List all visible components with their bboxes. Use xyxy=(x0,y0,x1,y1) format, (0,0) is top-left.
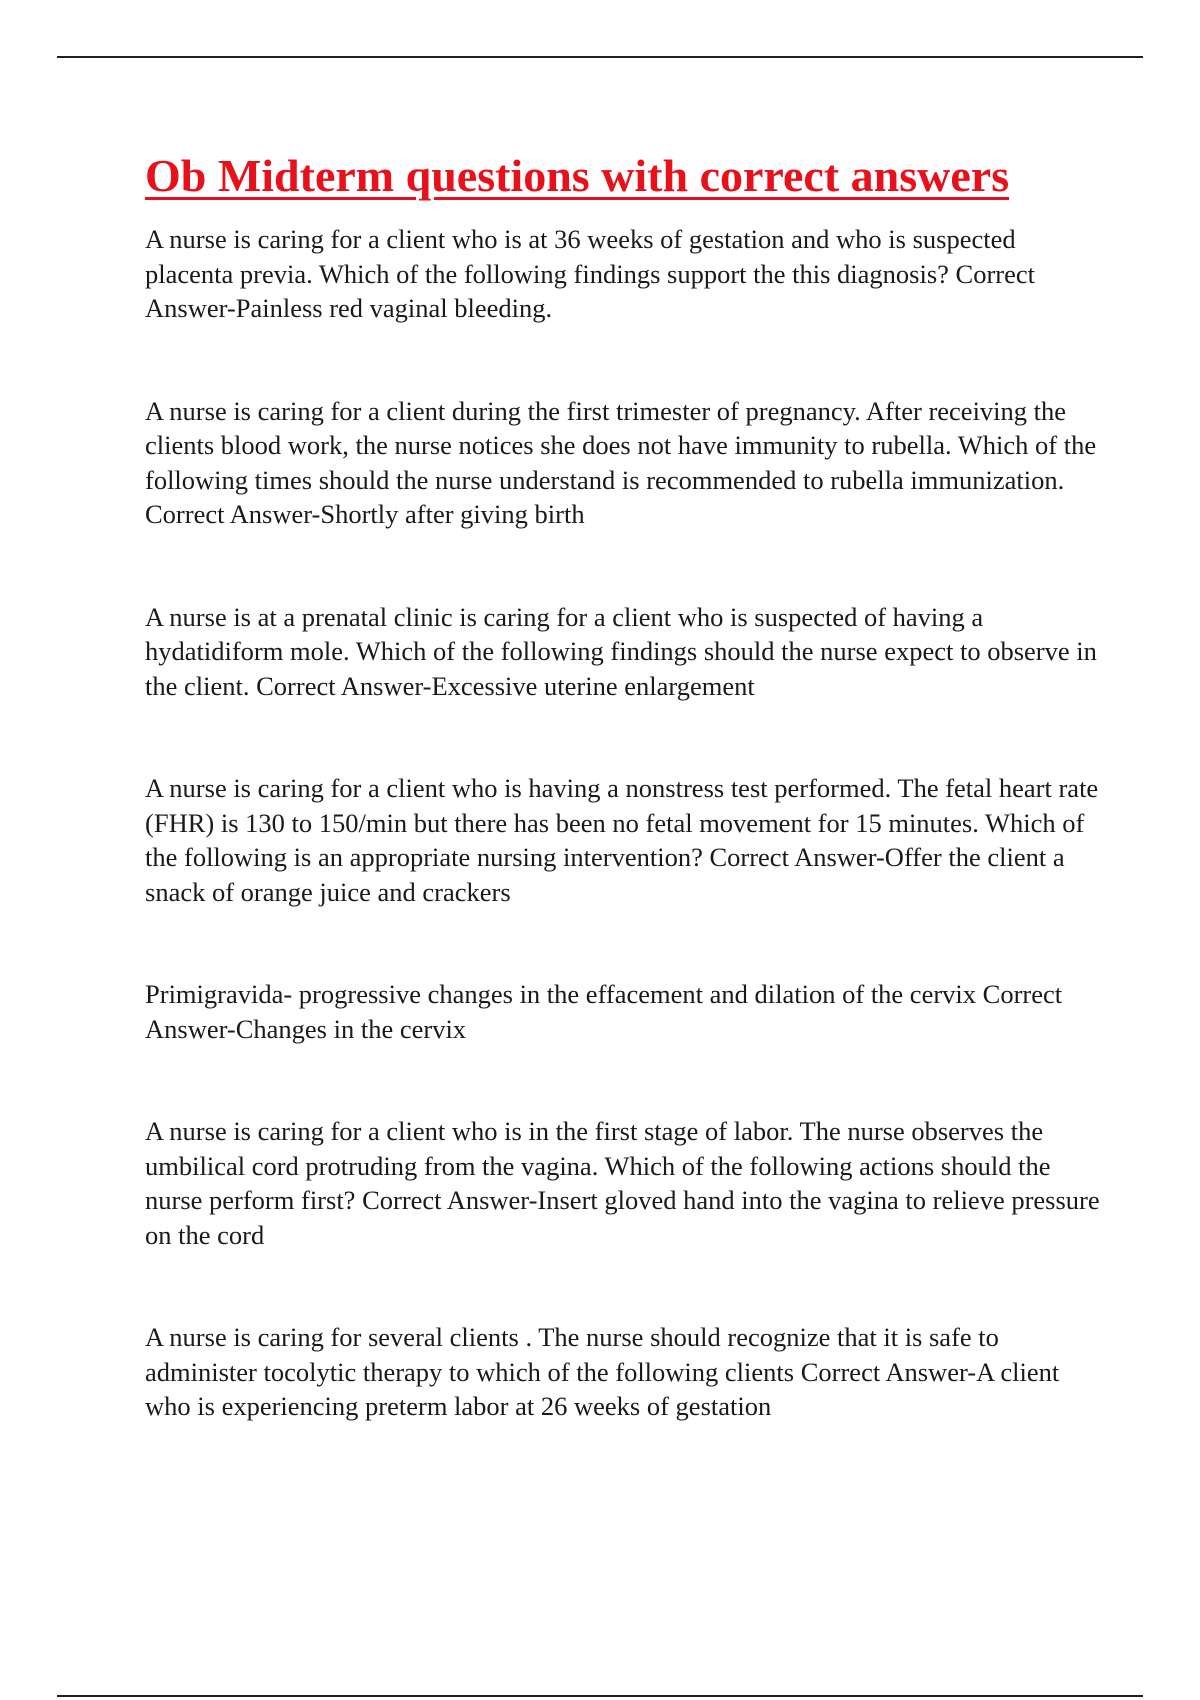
qa-list xyxy=(145,222,1100,1424)
answer-text: Correct Answer-Offer the client a snack of orange juice and crackers xyxy=(145,842,1065,907)
answer-text: Correct Answer-Shortly after giving birth xyxy=(145,499,585,529)
qa-item xyxy=(145,1320,1100,1424)
header-rule xyxy=(57,56,1143,58)
answer-text: Correct Answer-Excessive uterine enlargement xyxy=(256,670,755,701)
question-text: A nurse is caring for a client who is having a nonstress test performed. The fetal heart rate (FHR) is 130 to 150/min but there has been no fetal movement for 15 minutes. Which of the following is an appropriate nursing intervention? xyxy=(145,773,1099,872)
footer-rule xyxy=(57,1695,1143,1697)
qa-item xyxy=(145,1114,1100,1252)
question-text: A nurse is at a prenatal clinic is caring for a client who is suspected of having a hydatidiform mole. Which of the following findings should the nurse expect to observe in the client. xyxy=(145,601,1097,701)
qa-item xyxy=(145,771,1100,909)
question-text: Primigravida- progressive changes in the effacement and dilation of the cervix xyxy=(145,979,977,1009)
question-text: A nurse is caring for a client who is at 36 weeks of gestation and who is suspected placenta previa. Which of the following findings support the this diagnosis? xyxy=(145,224,1016,289)
qa-item xyxy=(145,394,1100,532)
answer-text: Correct Answer-Changes in the cervix xyxy=(145,979,1063,1044)
question-text: A nurse is caring for several clients . The nurse should recognize that it is safe to administer tocolytic therapy to which of the following clients xyxy=(145,1322,999,1387)
answer-text: Correct Answer-A client who is experiencing preterm labor at 26 weeks of gestation xyxy=(145,1356,1060,1421)
document-body xyxy=(145,148,1100,1492)
qa-item xyxy=(145,977,1100,1046)
answer-text: Correct Answer-Insert gloved hand into the vagina to relieve pressure on the cord xyxy=(145,1185,1100,1250)
qa-item xyxy=(145,600,1100,704)
answer-text: Correct Answer-Painless red vaginal bleeding. xyxy=(145,258,1036,323)
question-text: A nurse is caring for a client who is in the first stage of labor. The nurse observes the umbilical cord protruding from the vagina. Which of the following actions should the nurse perform first? xyxy=(145,1116,1051,1215)
qa-item xyxy=(145,222,1100,326)
question-text: A nurse is caring for a client during the first trimester of pregnancy. After receiving the clients blood work, the nurse notices she does not have immunity to rubella. Which of the following times should the nurse understand is recommended to rubella immunization. xyxy=(145,395,1097,495)
document-title: Ob Midterm questions with correct answers xyxy=(145,150,1010,201)
